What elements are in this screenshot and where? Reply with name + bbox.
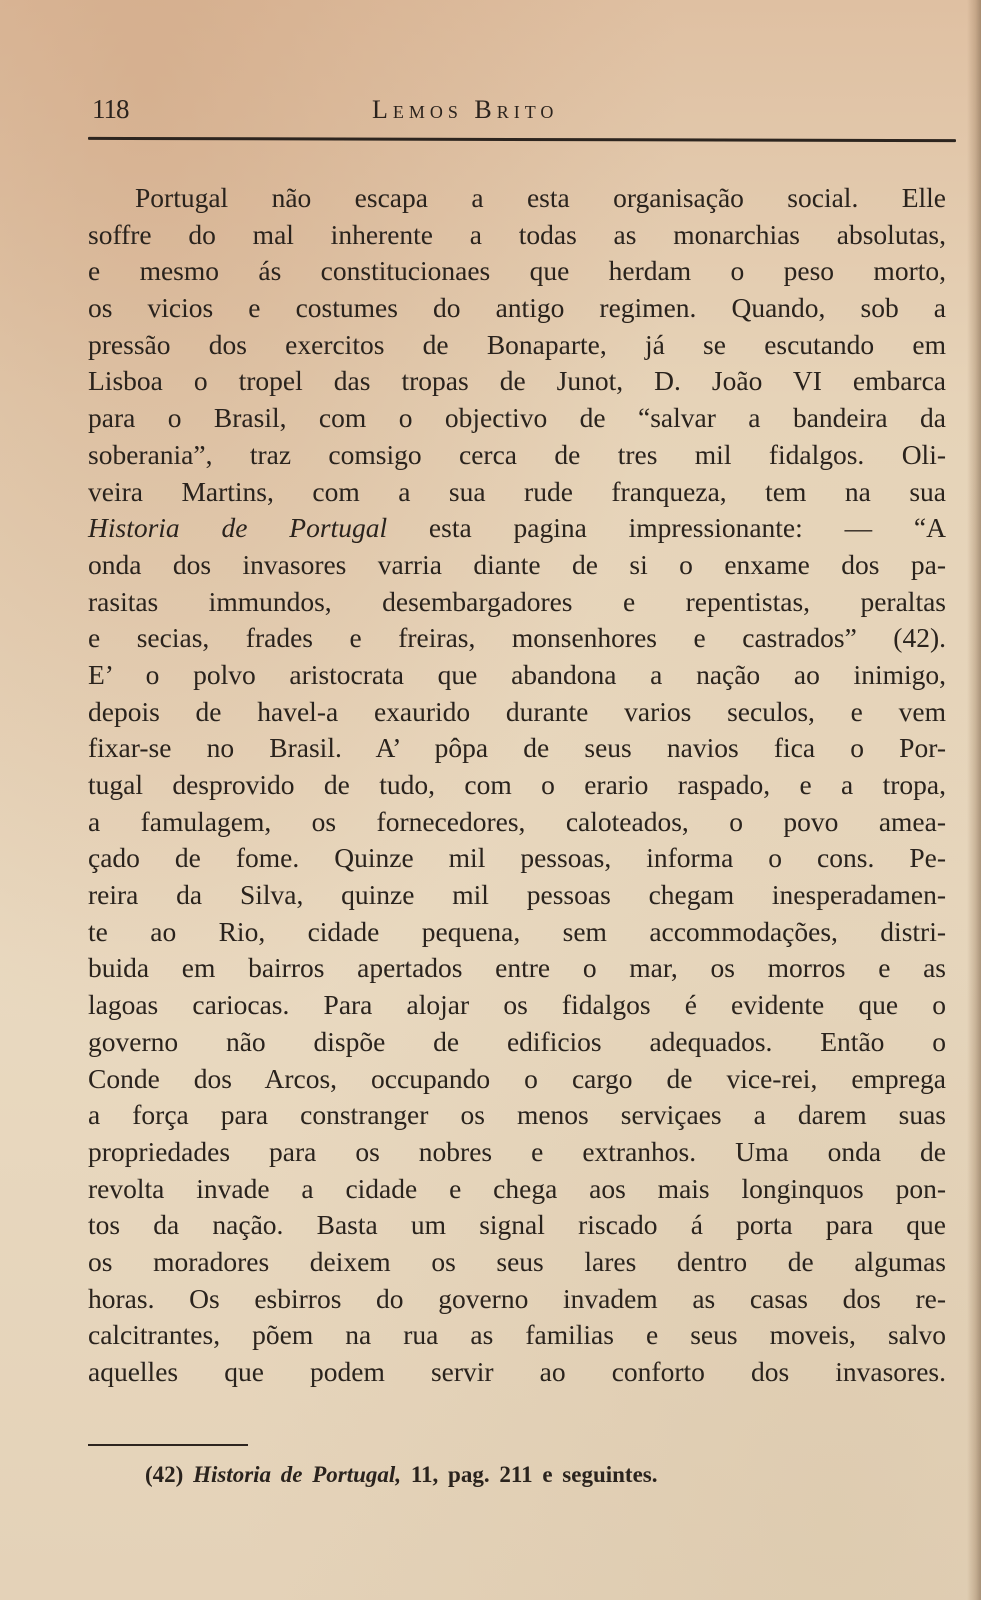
text-line: calcitrantes, põem na rua as familias e seus moveis, salvo xyxy=(88,1319,946,1351)
text-line: a força para constranger os menos serviçaes a darem suas xyxy=(88,1099,946,1131)
text-line: çado de fome. Quinze mil pessoas, informa o cons. Pe- xyxy=(88,842,946,874)
text-line: rasitas immundos, desembargadores e repentistas, peraltas xyxy=(88,585,946,617)
text-line: Lisboa o tropel das tropas de Junot, D. João VI embarca xyxy=(88,365,946,397)
running-title: Lemos Brito xyxy=(372,95,559,124)
text-line: para o Brasil, com o objectivo de “salvar a bandeira da xyxy=(88,402,946,434)
running-head xyxy=(92,94,962,134)
text-line: horas. Os esbirros do governo invadem as casas dos re- xyxy=(88,1282,946,1314)
book-title-italic: Historia de Portugal xyxy=(88,512,388,544)
page-number: 118 xyxy=(92,94,129,124)
text-line: veira Martins, com a sua rude franqueza, tem na sua xyxy=(88,475,946,507)
text-line: depois de havel-a exaurido durante varios seculos, e vem xyxy=(88,695,946,727)
text-line-with-italic xyxy=(88,510,946,547)
text-line: buida em bairros apertados entre o mar, os morros e as xyxy=(88,952,946,984)
text-line: te ao Rio, cidade pequena, sem accommodações, distri- xyxy=(88,915,946,947)
text-line: reira da Silva, quinze mil pessoas chegam inesperadamen- xyxy=(88,879,946,911)
text-line: e mesmo ás constitucionaes que herdam o peso morto, xyxy=(88,255,946,287)
footnote-reference: 11, pag. 211 e seguintes. xyxy=(410,1462,658,1487)
text-line: Portugal não escapa a esta organisação social. Elle xyxy=(135,182,946,213)
text-line: pressão dos exercitos de Bonaparte, já se escutando em xyxy=(88,328,946,360)
text-line: tugal desprovido de tudo, com o erario raspado, e a tropa, xyxy=(88,769,946,800)
footnote-book-title: Historia de Portugal, xyxy=(193,1462,402,1487)
text-line: onda dos invasores varria diante de si o enxame dos pa- xyxy=(88,548,946,580)
text-line: lagoas cariocas. Para alojar os fidalgos é evidente que o xyxy=(88,989,946,1021)
text-line: e secias, frades e freiras, monsenhores e castrados” (42). xyxy=(88,622,946,654)
text-line: soberania”, traz comsigo cerca de tres mil fidalgos. Oli- xyxy=(88,438,946,470)
text-line: Conde dos Arcos, occupando o cargo de vice-rei, emprega xyxy=(88,1062,946,1094)
text-fragment: esta pagina impressionante: — “A xyxy=(387,512,946,544)
footnote-rule xyxy=(88,1444,248,1446)
text-line: os moradores deixem os seus lares dentro de algumas xyxy=(88,1245,946,1277)
text-line: tos da nação. Basta um signal riscado á porta para que xyxy=(88,1209,946,1241)
header-rule xyxy=(88,137,956,142)
footnote xyxy=(145,1462,658,1488)
page-edge-shadow xyxy=(967,0,981,1600)
text-line: fixar-se no Brasil. A’ pôpa de seus navios fica o Por- xyxy=(88,732,946,764)
text-line: a famulagem, os fornecedores, caloteados, o povo amea- xyxy=(88,805,946,837)
body-text xyxy=(88,180,946,1391)
text-line: governo não dispõe de edificios adequados. Então o xyxy=(88,1025,946,1057)
text-line: soffre do mal inherente a todas as monarchias absolutas, xyxy=(88,218,946,250)
text-line: aquelles que podem servir ao conforto dos invasores. xyxy=(88,1356,946,1387)
text-line: E’ o polvo aristocrata que abandona a nação ao inimigo, xyxy=(88,658,946,690)
text-line: propriedades para os nobres e extranhos. Uma onda de xyxy=(88,1135,946,1167)
footnote-marker: (42) xyxy=(145,1462,184,1487)
text-line: revolta invade a cidade e chega aos mais longinquos pon- xyxy=(88,1172,946,1204)
text-line: os vicios e costumes do antigo regimen. Quando, sob a xyxy=(88,292,946,324)
